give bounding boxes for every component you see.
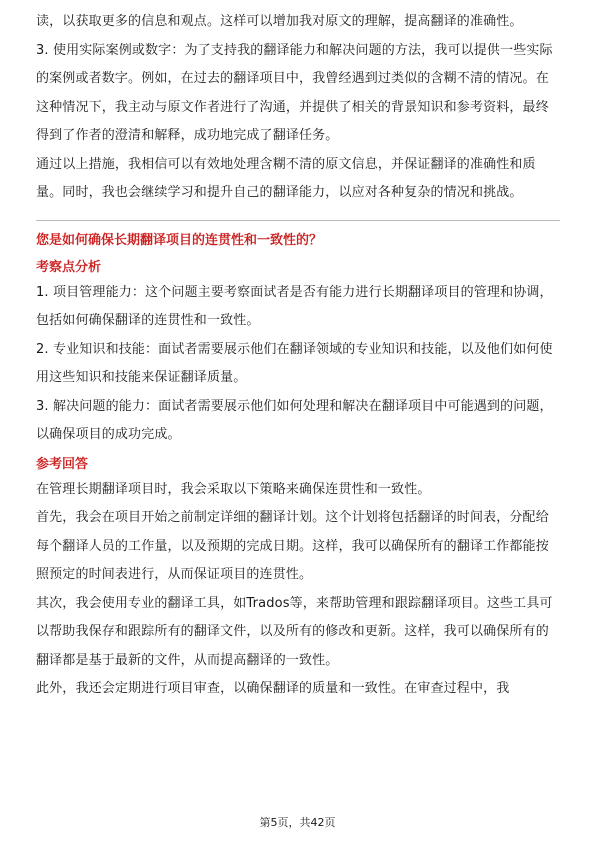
- answer-heading: 参考回答: [36, 456, 89, 472]
- answer-paragraph: 此外，我还会定期进行项目审查，以确保翻译的质量和一致性。在审查过程中，我: [36, 681, 510, 696]
- answer-paragraph: 其次，我会使用专业的翻译工具，如Trados等，来帮助管理和跟踪翻译项目。这些工具可以帮助我保存和跟踪所有的翻译文件，以及所有的修改和更新。这样，我可以确保所有的翻译都是基于最新的文件，从而提高翻译的一致性。: [36, 595, 553, 668]
- section-divider: [36, 220, 560, 221]
- intro-paragraph: 读，以获取更多的信息和观点。这样可以增加我对原文的理解，提高翻译的准确性。: [36, 14, 523, 29]
- page-footer: 第5页，共42页: [259, 816, 336, 829]
- analysis-item: 3. 解决问题的能力：面试者需要展示他们如何处理和解决在翻译项目中可能遇到的问题，以确保项目的成功完成。: [36, 398, 553, 442]
- analysis-heading: 考察点分析: [36, 259, 102, 275]
- intro-paragraph: 通过以上措施，我相信可以有效地处理含糊不清的原文信息，并保证翻译的准确性和质量。同时，我也会继续学习和提升自己的翻译能力，以应对各种复杂的情况和挑战。: [36, 156, 536, 200]
- analysis-item: 2. 专业知识和技能：面试者需要展示他们在翻译领域的专业知识和技能，以及他们如何使用这些知识和技能来保证翻译质量。: [36, 341, 553, 385]
- answer-paragraph: 在管理长期翻译项目时，我会采取以下策略来确保连贯性和一致性。: [36, 481, 431, 497]
- analysis-item: 1. 项目管理能力：这个问题主要考察面试者是否有能力进行长期翻译项目的管理和协调，包括如何确保翻译的连贯性和一致性。: [36, 284, 553, 328]
- page-content: [36, 8, 560, 704]
- question-heading: 您是如何确保长期翻译项目的连贯性和一致性的？: [36, 232, 323, 248]
- intro-paragraph: 3. 使用实际案例或数字：为了支持我的翻译能力和解决问题的方法，我可以提供一些实际的案例或者数字。例如，在过去的翻译项目中，我曾经遇到过类似的含糊不清的情况。在这种情况下，我主动与原文作者进行了沟通，并提供了相关的背景知识和参考资料，最终得到了作者的澄清和解释，成功地完成了翻译任务。: [36, 42, 553, 143]
- answer-paragraph: 首先，我会在项目开始之前制定详细的翻译计划。这个计划将包括翻译的时间表，分配给每个翻译人员的工作量，以及预期的完成日期。这样，我可以确保所有的翻译工作都能按照预定的时间表进行，从而保证项目的连贯性。: [36, 510, 549, 582]
